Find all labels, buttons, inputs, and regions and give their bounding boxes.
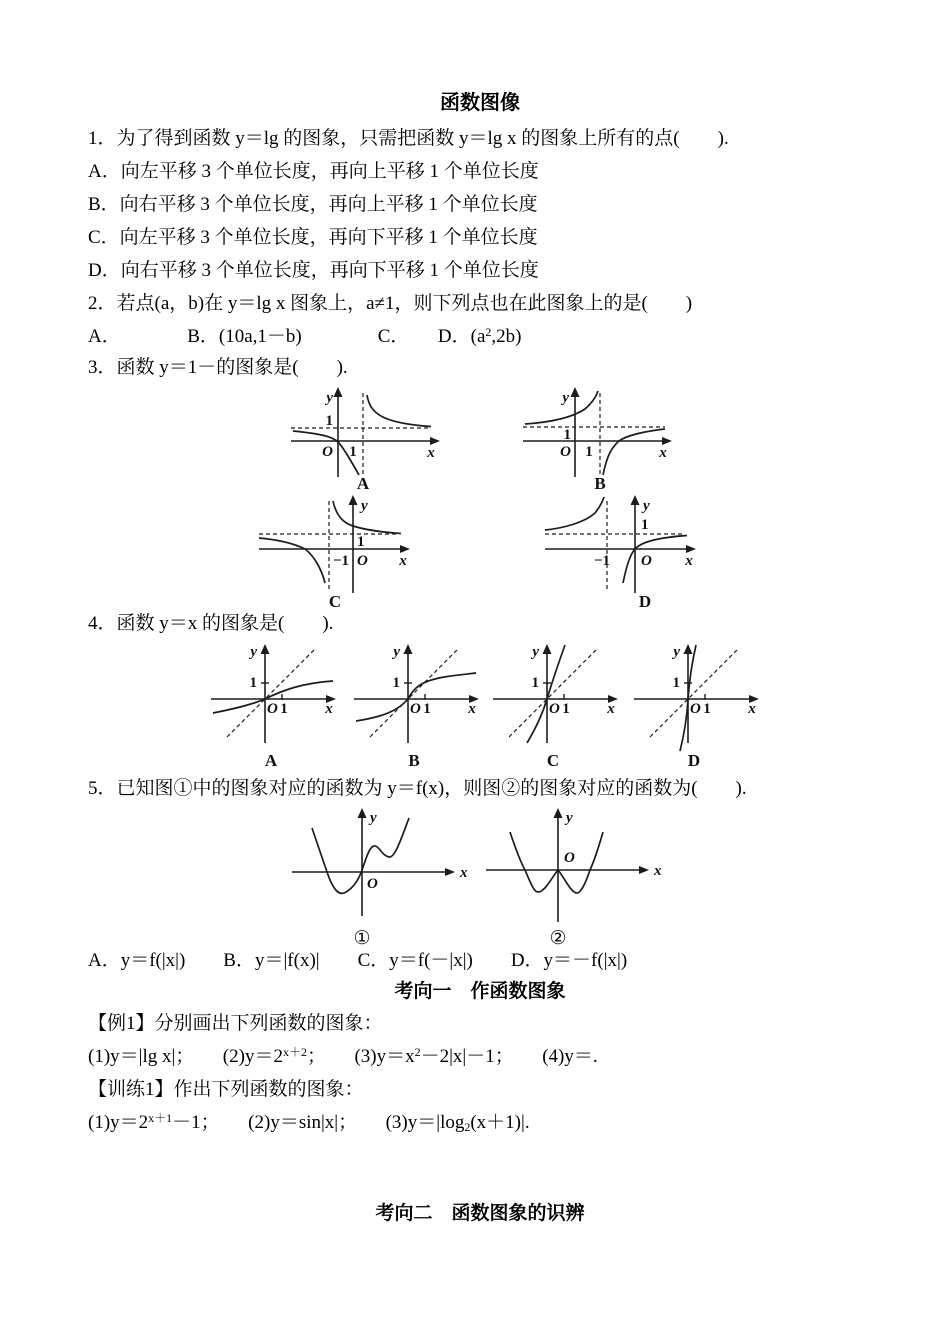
y-axis-label: y [562, 390, 569, 406]
q2-text: 2．若点(a，b)在 y＝lg x 图象上，a≠1，则下列点也在此图象上的是( ) [88, 293, 693, 314]
q5-graph-2 [478, 804, 678, 955]
q4-graph-b [348, 639, 488, 775]
q4-graph-d [628, 639, 768, 775]
y-tick-1: 1 [531, 675, 539, 691]
x-axis-label: x [654, 863, 662, 879]
x-tick-1: 1 [423, 701, 431, 717]
origin-label: O [357, 553, 368, 569]
y-axis-label: y [643, 498, 650, 514]
origin-label: O [367, 876, 378, 892]
curve-w-shape [510, 832, 603, 893]
diagonal-dashed-line [227, 649, 315, 737]
figure-number: ② [549, 928, 567, 949]
q1-option-b: B．向右平移 3 个单位长度，再向上平移 1 个单位长度 [88, 194, 538, 215]
option-letter: D [687, 751, 701, 770]
option-letter: C [546, 751, 560, 770]
q3-graph-b-svg [515, 383, 685, 491]
x-axis-label: x [325, 701, 333, 717]
origin-label: O [560, 444, 571, 460]
diagonal-dashed-line [650, 649, 738, 737]
option-letter: B [408, 751, 420, 770]
y-axis-arrow [261, 644, 270, 654]
x-axis-arrow [445, 868, 455, 876]
x-axis-label: x [460, 865, 468, 881]
q3-graph-c [253, 491, 423, 614]
figure-number: ① [353, 928, 371, 949]
y-axis-arrow [554, 808, 563, 818]
y-axis-arrow [404, 644, 413, 654]
q5-graph-2-svg [478, 804, 678, 950]
q4-graph-c [487, 639, 627, 775]
x-axis-arrow [686, 545, 696, 553]
y-axis-arrow [571, 387, 580, 397]
x-axis-arrow [639, 866, 649, 874]
y-axis-label: y [370, 810, 377, 826]
y-axis-label: y [566, 810, 573, 826]
q3-graph-c-svg [253, 491, 423, 609]
example1-part2: ； (3)y＝x [306, 1046, 415, 1067]
x-tick-neg1: −1 [593, 553, 611, 569]
curve-lower-branch [603, 429, 665, 475]
option-letter: B [594, 474, 606, 491]
curve-upper-branch [545, 497, 604, 530]
origin-label: O [564, 850, 575, 866]
origin-label: O [267, 701, 278, 717]
example1-sup1: x＋2 [282, 1045, 307, 1059]
example1-part3: －2|x|－1； (4)y＝. [420, 1046, 598, 1067]
training1-sub1: 2 [464, 1120, 471, 1134]
y-tick-1: 1 [249, 675, 257, 691]
x-tick-1: 1 [562, 701, 570, 717]
x-axis-label: x [607, 701, 615, 717]
y-axis-arrow [631, 495, 640, 505]
y-axis-arrow [334, 387, 343, 397]
y-axis-arrow [543, 644, 552, 654]
q1-option-d: D．向右平移 3 个单位长度，再向下平移 1 个单位长度 [88, 260, 539, 281]
section-heading-1: 考向一 作函数图象 [394, 981, 566, 1002]
q5-options: A．y＝f(|x|) B．y＝|f(x)| C．y＝f(－|x|) D．y＝－f(|x|) [88, 950, 628, 971]
x-tick-neg1: −1 [332, 553, 350, 569]
y-tick-1: 1 [563, 427, 571, 443]
x-axis-arrow [400, 545, 410, 553]
x-tick-1: 1 [349, 444, 357, 460]
origin-label: O [322, 444, 333, 460]
q4-graph-c-svg [487, 639, 627, 770]
curve-upper-branch [367, 395, 431, 427]
q2-options [88, 320, 872, 353]
diagonal-dashed-line [370, 649, 458, 737]
x-tick-1: 1 [703, 701, 711, 717]
x-axis-label: x [748, 701, 756, 717]
training1-part1: (1)y＝2 [88, 1112, 149, 1133]
q3-graph-d-svg [539, 491, 709, 609]
x-axis-label: x [659, 445, 667, 461]
q4-graph-a-svg [205, 639, 345, 770]
y-axis-label: y [361, 498, 368, 514]
training1-part2: －1； (2)y＝sin|x|； (3)y＝|log [172, 1112, 465, 1133]
y-axis-label: y [393, 644, 400, 660]
option-letter: A [264, 751, 278, 770]
origin-label: O [410, 701, 421, 717]
y-tick-1: 1 [325, 413, 333, 429]
option-letter: C [328, 592, 342, 609]
option-letter: A [356, 474, 370, 491]
option-letter: D [638, 592, 652, 609]
x-axis-arrow [662, 437, 672, 445]
y-tick-1: 1 [672, 675, 680, 691]
q3-graphs-row-1 [88, 383, 872, 491]
y-tick-1: 1 [641, 517, 649, 533]
q4-graph-a [205, 639, 345, 775]
training1-sup1: x＋1 [148, 1111, 173, 1125]
origin-label: O [641, 553, 652, 569]
training1-items [88, 1106, 872, 1139]
example1-sup2: 2 [414, 1045, 421, 1059]
y-axis-label: y [250, 644, 257, 660]
q3-text: 3．函数 y＝1－的图象是( ). [88, 357, 348, 378]
q2-options-part1: A． B．(10a,1－b) C． D．(a [88, 326, 486, 347]
y-axis-arrow [358, 808, 367, 818]
curve-lower-branch [623, 536, 687, 584]
curve-lower-branch [259, 538, 325, 583]
x-axis-label: x [427, 445, 435, 461]
q3-graph-b [515, 383, 685, 496]
q5-graphs-row [88, 804, 872, 949]
q5-text: 5．已知图①中的图象对应的函数为 y＝f(x)，则图②的图象对应的函数为( ). [88, 778, 747, 799]
y-axis-label: y [326, 390, 333, 406]
q3-graphs-row-2 [88, 491, 872, 609]
q4-graph-b-svg [348, 639, 488, 770]
x-axis-label: x [399, 553, 407, 569]
origin-label: O [549, 701, 560, 717]
q1-option-c: C．向左平移 3 个单位长度，再向下平移 1 个单位长度 [88, 227, 538, 248]
x-axis-arrow [430, 437, 440, 445]
y-tick-1: 1 [392, 675, 400, 691]
section-heading-2: 考向二 函数图象的识辨 [375, 1203, 585, 1224]
q2-options-sup: 2 [485, 325, 492, 339]
example1-items [88, 1040, 872, 1073]
example1-intro: 【例1】分别画出下列函数的图象： [88, 1013, 383, 1034]
origin-label: O [690, 701, 701, 717]
y-axis-label: y [532, 644, 539, 660]
q5-graph-1-svg [282, 804, 482, 950]
training1-part3: (x＋1)|. [470, 1112, 530, 1133]
y-axis-arrow [684, 644, 693, 654]
page-title: 函数图像 [440, 92, 520, 114]
q1-option-a: A．向左平移 3 个单位长度，再向上平移 1 个单位长度 [88, 161, 539, 182]
q3-graph-a-svg [283, 383, 453, 491]
y-axis-label: y [673, 644, 680, 660]
q4-graphs-row [88, 639, 872, 774]
y-tick-1: 1 [357, 534, 365, 550]
q4-graph-d-svg [628, 639, 768, 770]
x-axis-label: x [685, 553, 693, 569]
q3-graph-d [539, 491, 709, 614]
q3-graph-a [283, 383, 453, 496]
q2-options-part2: ,2b) [491, 326, 522, 347]
q1-text: 1．为了得到函数 y＝lg 的图象，只需把函数 y＝lg x 的图象上所有的点( ). [88, 128, 729, 149]
x-tick-1: 1 [280, 701, 288, 717]
training1-intro: 【训练1】作出下列函数的图象： [88, 1079, 364, 1100]
x-tick-1: 1 [585, 444, 593, 460]
x-axis-label: x [468, 701, 476, 717]
q5-graph-1 [282, 804, 482, 955]
diagonal-dashed-line [509, 649, 597, 737]
q4-text: 4．函数 y＝x 的图象是( ). [88, 613, 334, 634]
curve-f-of-x [312, 818, 409, 893]
example1-part1: (1)y＝|lg x|； (2)y＝2 [88, 1046, 283, 1067]
y-axis-arrow [349, 495, 358, 505]
